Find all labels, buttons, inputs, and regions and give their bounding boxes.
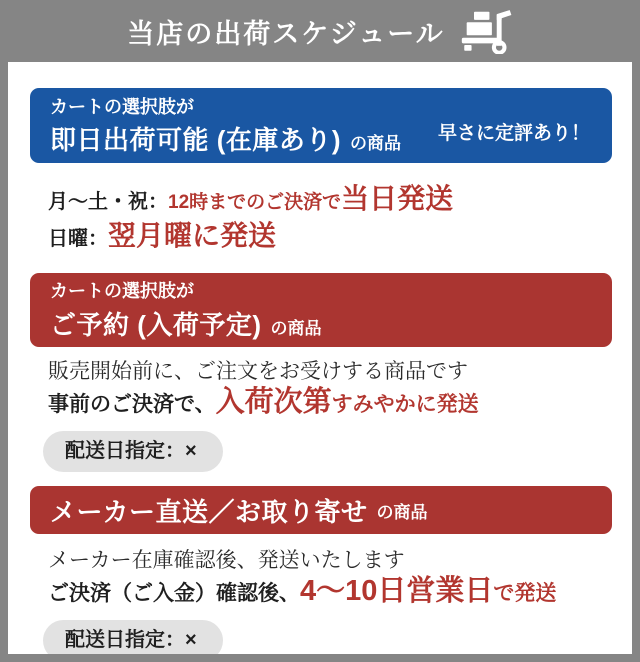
preorder-row-label: 事前のご決済で、 bbox=[48, 393, 216, 416]
preorder-description: 販売開始前に、ご注文をお受けする商品です bbox=[48, 360, 468, 383]
direct-info bbox=[48, 546, 612, 611]
direct-delivery-badge: 配送日指定：× bbox=[43, 620, 223, 654]
banner-instock-intro: カートの選択肢が bbox=[50, 96, 194, 117]
preorder-row-tail: すみやかに発送 bbox=[331, 393, 479, 416]
schedule-weekday-label: 月～土・祝： bbox=[48, 191, 168, 213]
schedule-row-sunday bbox=[48, 220, 612, 257]
direct-row-emphasis: 4～10日営業日 bbox=[300, 575, 494, 607]
banner-instock-titleline bbox=[50, 120, 401, 157]
banner-direct-suffix: の商品 bbox=[376, 502, 428, 522]
banner-preorder-text bbox=[50, 278, 322, 341]
preorder-row-emphasis: 入荷次第 bbox=[215, 386, 332, 418]
direct-description: メーカー在庫確認後、発送いたします bbox=[48, 549, 405, 572]
banner-preorder-titleline bbox=[50, 305, 322, 342]
schedule-row-weekday bbox=[48, 183, 612, 220]
preorder-info bbox=[48, 357, 612, 422]
banner-instock-note: 早さに定評あり！ bbox=[437, 123, 590, 144]
direct-shipping-row bbox=[48, 576, 612, 611]
preorder-shipping-row bbox=[48, 387, 612, 422]
direct-row-tail: で発送 bbox=[493, 582, 557, 605]
direct-row-label: ご決済（ご入金）確認後、 bbox=[48, 582, 300, 605]
banner-instock bbox=[30, 88, 612, 163]
schedule-weekday-condition: 12時までのご決済で bbox=[168, 192, 342, 213]
schedule-weekday-emphasis: 当日発送 bbox=[341, 183, 454, 214]
banner-preorder-suffix: の商品 bbox=[270, 318, 322, 338]
banner-instock-suffix: の商品 bbox=[350, 134, 402, 154]
preorder-delivery-badge: 配送日指定：× bbox=[43, 431, 223, 472]
banner-direct bbox=[30, 486, 612, 534]
banner-instock-title: 即日出荷可能 (在庫あり) bbox=[50, 125, 342, 156]
page-title: 当店の出荷スケジュール bbox=[127, 18, 445, 49]
banner-preorder-title: ご予約 (入荷予定) bbox=[50, 309, 262, 340]
banner-instock-text bbox=[50, 94, 401, 157]
content-panel bbox=[8, 62, 632, 654]
banner-preorder bbox=[30, 273, 612, 347]
header bbox=[8, 0, 632, 62]
banner-direct-title: メーカー直送／お取り寄せ bbox=[50, 496, 368, 527]
schedule-sunday-emphasis: 翌月曜に発送 bbox=[108, 220, 277, 251]
instock-schedule bbox=[48, 183, 612, 257]
handtruck-icon bbox=[461, 4, 513, 59]
schedule-sunday-label: 日曜： bbox=[48, 228, 108, 250]
banner-preorder-intro: カートの選択肢が bbox=[50, 281, 194, 302]
